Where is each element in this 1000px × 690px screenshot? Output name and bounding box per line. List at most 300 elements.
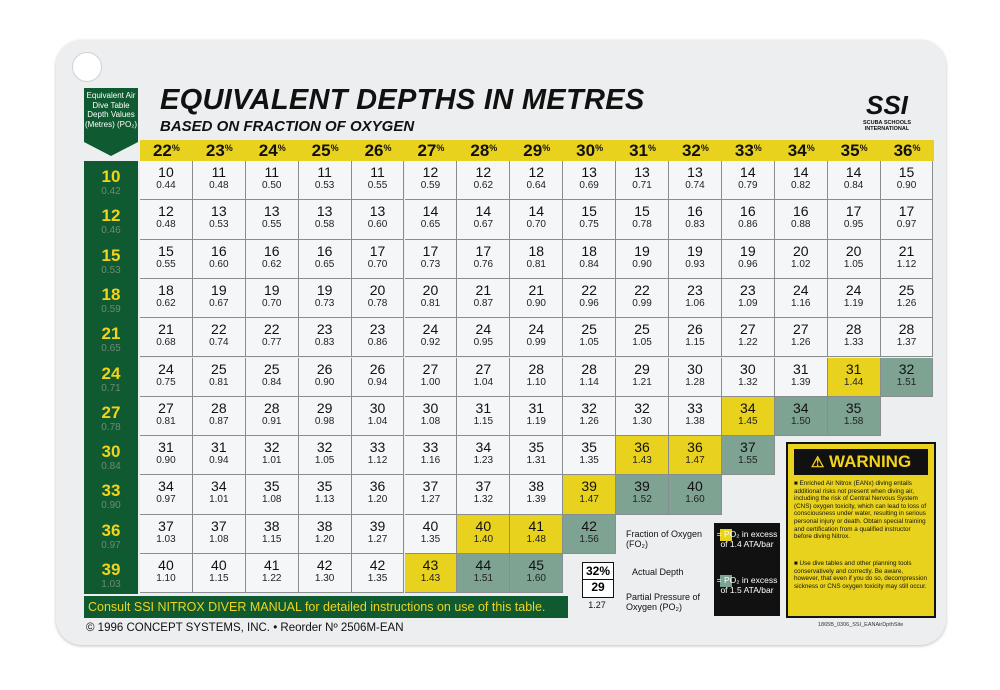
cell-po2: 0.55	[367, 180, 388, 191]
table-cell	[510, 436, 563, 475]
cell-po2: 0.92	[420, 337, 441, 349]
cell-depth: 19	[263, 281, 280, 298]
table-cell	[193, 240, 246, 279]
cell-depth: 36	[687, 439, 703, 456]
table-cell	[352, 318, 405, 357]
ssi-logo-subtitle: SCUBA SCHOOLS INTERNATIONAL	[862, 120, 912, 132]
table-cell	[193, 515, 246, 554]
table-cell	[299, 161, 352, 200]
column-header	[405, 140, 458, 161]
cell-po2: 0.82	[791, 180, 811, 191]
cell-po2: 1.50	[791, 415, 811, 427]
table-cell	[510, 554, 563, 593]
cell-po2: 1.01	[262, 455, 282, 467]
cell-depth: 31	[792, 360, 809, 377]
cell-depth: 22	[634, 281, 650, 298]
column-header	[510, 140, 563, 161]
table-cell	[140, 475, 193, 514]
cell-po2: 1.44	[843, 376, 864, 388]
table-cell	[193, 436, 246, 475]
cell-po2: 0.67	[473, 219, 494, 231]
table-cell	[193, 554, 246, 593]
table-cell	[457, 358, 510, 397]
table-cell	[722, 436, 775, 475]
percent-sign: %	[912, 143, 921, 153]
cell-depth: 23	[316, 321, 333, 338]
cell-depth: 41	[263, 557, 280, 573]
cell-po2: 0.70	[367, 258, 388, 270]
cell-po2: 1.37	[896, 337, 917, 349]
warning-triangle-icon: ⚠	[810, 454, 825, 471]
table-cell	[193, 475, 246, 514]
cell-po2: 0.59	[420, 180, 441, 191]
table-cell	[510, 397, 563, 436]
cell-depth: 13	[687, 164, 703, 180]
table-cell	[246, 397, 299, 436]
cell-depth: 39	[634, 478, 650, 495]
cell-po2: 0.68	[156, 337, 176, 349]
cell-po2: 0.64	[526, 180, 546, 191]
warning-paragraph-1: ■ Enriched Air Nitrox (EANx) diving entails additional risks not present when diving air, including the risk of Central Nervous System (CNS) oxygen toxicity, which can lead to loss of consciousness under water, resulting in serious personal injury or death. Obtain special training and certification from a qualified instructor before diving Nitrox.	[794, 480, 927, 541]
cell-depth: 43	[422, 557, 439, 573]
cell-depth: 26	[316, 360, 333, 377]
warning-title: WARNING	[829, 452, 912, 471]
table-cell	[722, 318, 775, 357]
table-cell	[352, 161, 405, 200]
table-cell	[352, 240, 405, 279]
table-cell	[140, 358, 193, 397]
percent-sign: %	[806, 143, 815, 153]
percent-sign: %	[330, 143, 339, 153]
cell-depth: 33	[369, 439, 386, 456]
table-cell	[140, 397, 193, 436]
cell-depth: 15	[634, 203, 650, 220]
table-cell	[616, 358, 669, 397]
cell-depth: 15	[158, 242, 174, 259]
cell-po2: 0.74	[209, 337, 229, 349]
cell-depth: 38	[528, 478, 545, 495]
table-cell	[775, 358, 828, 397]
percent-sign: %	[277, 143, 286, 153]
cell-depth: 24	[528, 321, 545, 338]
table-cell	[299, 318, 352, 357]
table-cell	[246, 161, 299, 200]
legend-partial-pressure: Partial Pressure of Oxygen (PO₂)	[626, 592, 701, 612]
legend-example-depth: 29	[591, 580, 605, 594]
table-cell	[616, 397, 669, 436]
column-header-value: 34	[787, 141, 807, 160]
column-header-value: 29	[523, 141, 543, 160]
table-cell	[722, 358, 775, 397]
cell-depth: 39	[369, 517, 386, 534]
cell-depth: 42	[316, 557, 333, 573]
column-header	[457, 140, 510, 161]
cell-depth: 24	[158, 360, 174, 377]
table-cell	[405, 318, 458, 357]
table-cell	[563, 279, 616, 318]
cell-po2: 0.71	[632, 180, 652, 191]
table-cell	[405, 200, 458, 239]
cell-po2: 0.96	[579, 297, 599, 309]
cell-depth: 40	[422, 517, 439, 534]
table-cell	[352, 279, 405, 318]
table-cell	[140, 515, 193, 554]
cell-po2: 1.06	[685, 297, 705, 309]
cell-po2: 0.99	[632, 297, 652, 309]
table-cell	[457, 436, 510, 475]
cell-po2: 0.95	[843, 219, 864, 231]
cell-po2: 0.55	[262, 219, 282, 231]
lanyard-hole	[72, 52, 102, 82]
cell-po2: 1.47	[579, 494, 599, 506]
cell-po2: 1.05	[843, 258, 864, 270]
cell-depth: 28	[898, 321, 915, 338]
table-cell	[246, 279, 299, 318]
cell-po2: 0.93	[685, 258, 705, 270]
cell-po2: 0.97	[896, 219, 917, 231]
table-cell	[405, 358, 458, 397]
cell-po2: 0.90	[896, 180, 917, 191]
cell-depth: 25	[211, 360, 227, 377]
cell-po2: 1.51	[896, 376, 917, 388]
table-cell	[828, 318, 881, 357]
row-depth: 39	[101, 560, 121, 579]
cell-po2: 1.15	[262, 533, 282, 545]
cell-depth: 40	[687, 478, 703, 495]
cell-po2: 1.35	[367, 573, 388, 584]
row-depth: 27	[101, 402, 121, 422]
cell-po2: 0.60	[209, 258, 229, 270]
cell-po2: 1.04	[367, 415, 388, 427]
cell-po2: 1.20	[367, 494, 388, 506]
row-po2: 0.90	[101, 500, 121, 512]
cell-depth: 29	[634, 360, 650, 377]
column-header-value: 31	[629, 141, 648, 160]
table-cell	[510, 200, 563, 239]
ssi-logo: SSI	[866, 90, 908, 120]
cell-po2: 0.53	[314, 180, 335, 191]
cell-depth: 14	[740, 164, 756, 180]
row-po2: 0.65	[101, 343, 121, 355]
cell-po2: 1.35	[420, 533, 441, 545]
cell-po2: 1.15	[209, 573, 229, 584]
cell-depth: 17	[369, 242, 386, 259]
table-cell	[616, 161, 669, 200]
table-cell	[193, 279, 246, 318]
row-po2: 1.03	[101, 579, 121, 590]
cell-depth: 16	[263, 242, 280, 259]
column-header-value: 36	[893, 141, 913, 160]
cell-depth: 27	[158, 399, 174, 416]
cell-depth: 11	[317, 164, 332, 180]
column-header	[563, 140, 616, 161]
row-depth: 24	[101, 363, 121, 383]
cell-po2: 0.65	[420, 219, 441, 231]
cell-depth: 23	[740, 281, 756, 298]
row-header	[84, 522, 138, 551]
cell-po2: 0.90	[526, 297, 546, 309]
cell-po2: 1.26	[791, 337, 811, 349]
cell-depth: 31	[211, 439, 227, 456]
row-depth: 21	[101, 324, 121, 344]
cell-depth: 33	[422, 439, 439, 456]
table-cell	[881, 279, 934, 318]
table-cell	[828, 240, 881, 279]
row-header	[84, 286, 138, 315]
table-cell	[140, 554, 193, 593]
cell-po2: 1.08	[262, 494, 282, 506]
row-header	[84, 365, 138, 394]
cell-po2: 0.65	[314, 258, 335, 270]
cell-po2: 0.73	[420, 258, 441, 270]
cell-po2: 0.94	[367, 376, 388, 388]
cell-po2: 0.73	[314, 297, 335, 309]
row-header	[84, 247, 138, 276]
row-po2: 0.59	[101, 303, 121, 315]
table-cell	[828, 358, 881, 397]
cell-depth: 38	[316, 517, 333, 534]
cell-po2: 1.00	[420, 376, 441, 388]
cell-depth: 23	[369, 321, 386, 338]
column-header-value: 22	[152, 141, 172, 160]
table-cell	[352, 554, 405, 593]
table-cell	[510, 475, 563, 514]
table-cell	[299, 397, 352, 436]
column-header	[299, 140, 352, 161]
row-po2: 0.71	[101, 382, 121, 394]
cell-depth: 14	[845, 164, 862, 180]
cell-po2: 1.48	[526, 533, 546, 545]
table-cell	[457, 475, 510, 514]
row-depth: 30	[101, 442, 121, 462]
cell-depth: 19	[740, 242, 756, 259]
cell-po2: 0.50	[262, 180, 282, 191]
cell-depth: 17	[898, 203, 915, 220]
cell-depth: 13	[634, 164, 650, 180]
table-cell	[775, 161, 828, 200]
column-header	[352, 140, 405, 161]
table-cell	[299, 279, 352, 318]
cell-depth: 28	[211, 399, 227, 416]
cell-po2: 1.02	[791, 258, 811, 270]
table-cell	[299, 200, 352, 239]
cell-po2: 1.15	[473, 415, 494, 427]
cell-po2: 1.30	[632, 415, 652, 427]
cell-depth: 36	[369, 478, 386, 495]
cell-depth: 37	[211, 517, 227, 534]
cell-depth: 18	[528, 242, 545, 259]
table-cell	[140, 200, 193, 239]
cell-depth: 29	[316, 399, 333, 416]
table-cell	[828, 279, 881, 318]
table-cell	[881, 200, 934, 239]
table-cell	[405, 515, 458, 554]
table-cell	[881, 240, 934, 279]
cell-po2: 1.60	[685, 494, 705, 506]
cell-po2: 0.84	[262, 376, 282, 388]
cell-po2: 0.91	[262, 415, 282, 427]
warning-header	[794, 449, 928, 475]
cell-po2: 1.30	[314, 573, 335, 584]
cell-po2: 1.20	[314, 533, 335, 545]
cell-depth: 11	[264, 164, 280, 180]
cell-depth: 27	[422, 360, 439, 377]
cell-po2: 1.22	[738, 337, 758, 349]
cell-po2: 0.79	[738, 180, 758, 191]
percent-sign: %	[595, 143, 604, 153]
table-cell	[405, 279, 458, 318]
cell-po2: 1.08	[209, 533, 229, 545]
table-cell	[299, 554, 352, 593]
table-cell	[669, 240, 722, 279]
table-cell	[669, 475, 722, 514]
cell-depth: 32	[898, 360, 915, 377]
cell-depth: 35	[263, 478, 280, 495]
legend-fraction-label: Fraction of Oxygen (FO₂)	[626, 529, 703, 549]
table-cell	[352, 358, 405, 397]
table-cell	[510, 161, 563, 200]
cell-po2: 1.43	[632, 455, 652, 467]
table-cell	[616, 475, 669, 514]
cell-depth: 35	[316, 478, 333, 495]
row-depth: 15	[101, 245, 121, 265]
table-cell	[563, 436, 616, 475]
table-cell	[722, 200, 775, 239]
cell-po2: 1.38	[685, 415, 705, 427]
cell-depth: 10	[158, 164, 174, 180]
table-cell	[563, 318, 616, 357]
row-depth: 10	[101, 167, 121, 186]
cell-po2: 0.48	[156, 219, 176, 231]
cell-depth: 20	[369, 281, 386, 298]
cell-po2: 0.90	[632, 258, 652, 270]
cell-po2: 0.81	[420, 297, 441, 309]
cell-depth: 24	[422, 321, 439, 338]
table-cell	[775, 200, 828, 239]
cell-depth: 14	[475, 203, 492, 220]
legend-example-fraction: 32%	[583, 563, 613, 580]
cell-depth: 31	[528, 399, 545, 416]
cell-depth: 24	[475, 321, 492, 338]
row-header	[84, 168, 138, 197]
cell-po2: 0.78	[632, 219, 652, 231]
cell-po2: 1.32	[473, 494, 494, 506]
table-cell	[722, 161, 775, 200]
table-cell	[246, 554, 299, 593]
cell-po2: 0.81	[156, 415, 176, 427]
table-cell	[193, 358, 246, 397]
cell-depth: 30	[369, 399, 386, 416]
column-header	[616, 140, 669, 161]
table-cell	[405, 397, 458, 436]
cell-depth: 31	[158, 439, 174, 456]
table-cell	[457, 161, 510, 200]
table-cell	[510, 279, 563, 318]
table-cell	[669, 318, 722, 357]
table-cell	[246, 436, 299, 475]
cell-po2: 0.44	[156, 180, 176, 191]
cell-po2: 0.90	[314, 376, 335, 388]
row-header	[84, 404, 138, 433]
cell-po2: 0.81	[526, 258, 546, 270]
table-cell	[669, 161, 722, 200]
cell-po2: 0.53	[209, 219, 229, 231]
table-cell	[669, 200, 722, 239]
cell-depth: 25	[634, 321, 650, 338]
cell-depth: 15	[581, 203, 597, 220]
cell-depth: 14	[792, 164, 809, 180]
cell-po2: 0.69	[579, 180, 599, 191]
legend-example-box	[582, 562, 614, 598]
table-cell	[616, 240, 669, 279]
cell-depth: 20	[792, 242, 809, 259]
cell-po2: 0.81	[209, 376, 229, 388]
cell-depth: 22	[263, 321, 280, 338]
cell-po2: 1.52	[632, 494, 652, 506]
cell-po2: 1.26	[896, 297, 917, 309]
cell-po2: 1.19	[526, 415, 546, 427]
table-cell	[299, 240, 352, 279]
table-cell	[510, 318, 563, 357]
column-header	[775, 140, 828, 161]
cell-depth: 12	[158, 203, 174, 220]
cell-po2: 1.35	[579, 455, 599, 467]
table-cell	[140, 436, 193, 475]
cell-depth: 20	[845, 242, 862, 259]
table-cell	[722, 240, 775, 279]
table-cell	[881, 358, 934, 397]
cell-depth: 40	[211, 557, 227, 573]
table-cell	[669, 436, 722, 475]
table-cell	[563, 240, 616, 279]
cell-po2: 1.21	[632, 376, 652, 388]
corner-header: Equivalent Air Dive Table Depth Values (Metres) (PO₂)	[84, 88, 138, 142]
table-cell	[405, 475, 458, 514]
cell-depth: 16	[316, 242, 333, 259]
cell-depth: 37	[158, 517, 174, 534]
cell-depth: 30	[422, 399, 439, 416]
column-header	[881, 140, 934, 161]
column-header-value: 33	[734, 141, 754, 160]
page-title: EQUIVALENT DEPTHS IN METRES	[160, 84, 645, 116]
cell-depth: 17	[422, 242, 439, 259]
table-cell	[457, 200, 510, 239]
column-header	[828, 140, 881, 161]
table-cell	[457, 397, 510, 436]
cell-po2: 1.45	[738, 415, 758, 427]
table-cell	[352, 436, 405, 475]
row-depth: 33	[101, 481, 121, 501]
cell-po2: 0.98	[314, 415, 335, 427]
column-header	[193, 140, 246, 161]
cell-po2: 1.32	[738, 376, 758, 388]
cell-depth: 21	[898, 242, 915, 259]
cell-po2: 1.56	[579, 533, 599, 545]
cell-po2: 0.70	[262, 297, 282, 309]
table-cell	[140, 240, 193, 279]
table-cell	[775, 318, 828, 357]
column-header	[140, 140, 193, 161]
row-po2: 0.53	[101, 264, 121, 276]
cell-po2: 0.55	[156, 258, 176, 270]
table-cell	[352, 200, 405, 239]
column-header-value: 23	[205, 141, 225, 160]
cell-depth: 40	[158, 557, 174, 573]
table-cell	[775, 240, 828, 279]
column-header-value: 32	[681, 141, 701, 160]
cell-depth: 32	[581, 399, 597, 416]
cell-depth: 34	[740, 399, 756, 416]
